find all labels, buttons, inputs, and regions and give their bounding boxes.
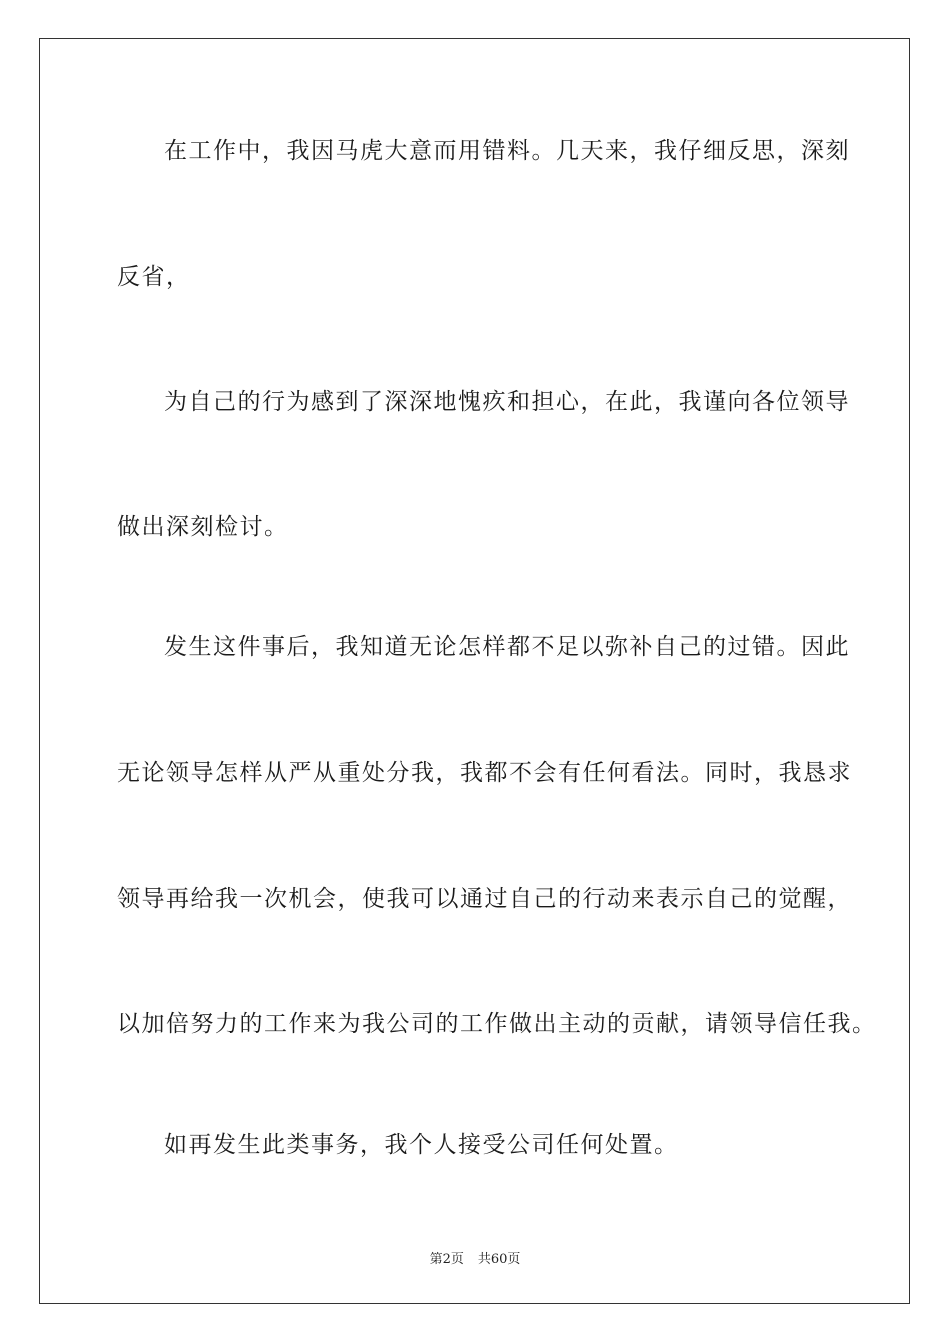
page-number-current: 第2页 [429, 1252, 464, 1267]
paragraph-line: 领导再给我一次机会，使我可以通过自己的行动来表示自己的觉醒， [117, 886, 852, 912]
paragraph-line: 为自己的行为感到了深深地愧疚和担心，在此，我谨向各位领导 [164, 389, 850, 415]
paragraph-line: 发生这件事后，我知道无论怎样都不足以弥补自己的过错。因此 [164, 634, 850, 660]
paragraph-line: 如再发生此类事务，我个人接受公司任何处置。 [164, 1132, 679, 1158]
page-number-total: 共60页 [477, 1252, 521, 1267]
paragraph-line: 反省， [117, 264, 191, 290]
paragraph-line: 无论领导怎样从严从重处分我，我都不会有任何看法。同时，我恳求 [117, 760, 852, 786]
page-footer [0, 1248, 950, 1267]
paragraph-line: 在工作中，我因马虎大意而用错料。几天来，我仔细反思，深刻 [164, 138, 850, 164]
paragraph-line: 做出深刻检讨。 [117, 514, 289, 540]
page-border [39, 38, 910, 1304]
paragraph-line: 以加倍努力的工作来为我公司的工作做出主动的贡献，请领导信任我。 [117, 1011, 877, 1037]
